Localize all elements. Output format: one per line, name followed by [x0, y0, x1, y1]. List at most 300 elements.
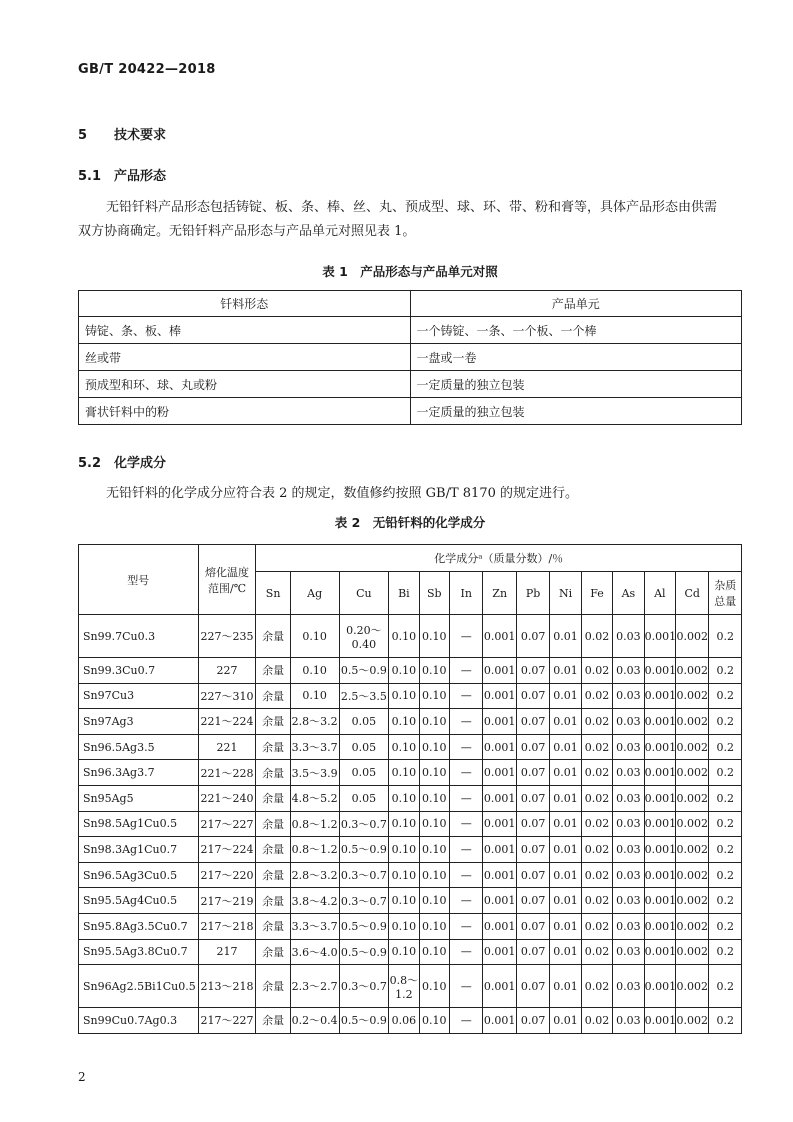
table-1 [78, 290, 742, 425]
table-cell: 0.02 [581, 888, 612, 914]
table-cell: 0.01 [550, 837, 581, 863]
table-cell: 丝或带 [79, 344, 411, 371]
header-line: 总量 [714, 595, 737, 608]
table-cell: 0.01 [550, 658, 581, 684]
table-cell: 0.03 [613, 709, 644, 735]
table-cell: 217～227 [198, 1008, 256, 1034]
section-5-heading [78, 124, 166, 143]
element-header: Cu [339, 572, 389, 615]
section-title: 产品形态 [114, 169, 167, 184]
table-cell: 0.001 [483, 683, 516, 709]
table-cell: 0.01 [550, 939, 581, 965]
standard-code-header: GB/T 20422—2018 [78, 62, 216, 77]
table-header-cell: 钎料形态 [79, 291, 411, 317]
table-cell: 0.002 [676, 811, 709, 837]
table-cell: 221 [198, 734, 256, 760]
table-cell: — [449, 683, 482, 709]
table-cell: 0.001 [644, 658, 675, 684]
table-cell: 0.2 [709, 965, 742, 1008]
table-cell: 0.001 [644, 888, 675, 914]
table-cell: 0.01 [550, 734, 581, 760]
table-row [79, 888, 742, 914]
table-cell: 3.3～3.7 [290, 913, 339, 939]
table-cell: 4.8～5.2 [290, 785, 339, 811]
table-cell: 0.02 [581, 658, 612, 684]
table-cell: 0.10 [389, 615, 419, 658]
table-cell: 0.2 [709, 709, 742, 735]
table-cell: 2.8～3.2 [290, 862, 339, 888]
table-cell: 0.001 [483, 965, 516, 1008]
element-header: Zn [483, 572, 516, 615]
table-cell: 0.2 [709, 615, 742, 658]
table-row [79, 371, 742, 398]
table-cell: 0.10 [419, 785, 449, 811]
table-cell: 0.07 [516, 709, 549, 735]
page-number: 2 [78, 1070, 86, 1084]
table-cell: 0.2 [709, 683, 742, 709]
table-cell: 0.02 [581, 760, 612, 786]
table-cell: 0.001 [644, 683, 675, 709]
table-cell: 2.5～3.5 [339, 683, 389, 709]
table-row [79, 398, 742, 425]
table-row [79, 811, 742, 837]
element-header: Fe [581, 572, 612, 615]
table-cell: 0.02 [581, 939, 612, 965]
table-cell: 0.01 [550, 1008, 581, 1034]
section-5-2-heading [78, 452, 166, 471]
section-title: 化学成分 [114, 456, 167, 471]
table-cell: 0.5～0.9 [339, 939, 389, 965]
table-cell: 0.002 [676, 1008, 709, 1034]
section-number: 5.2 [78, 456, 102, 471]
element-header: Ag [290, 572, 339, 615]
table-cell: 余量 [256, 709, 290, 735]
table-cell: 0.05 [339, 785, 389, 811]
table-cell: 0.3～0.7 [339, 965, 389, 1008]
table-cell: 0.02 [581, 683, 612, 709]
table-cell: 0.10 [419, 709, 449, 735]
table-cell: 0.002 [676, 683, 709, 709]
table-cell: Sn98.3Ag1Cu0.7 [79, 837, 199, 863]
table-cell: 3.8～4.2 [290, 888, 339, 914]
table-cell: 0.01 [550, 862, 581, 888]
table-cell: 0.10 [389, 837, 419, 863]
table-cell: 一定质量的独立包装 [410, 371, 742, 398]
table-cell: Sn99.3Cu0.7 [79, 658, 199, 684]
table-cell: 0.02 [581, 785, 612, 811]
table-cell: — [449, 939, 482, 965]
table-cell: 221～228 [198, 760, 256, 786]
table-cell: Sn98.5Ag1Cu0.5 [79, 811, 199, 837]
table-cell: Sn95.5Ag3.8Cu0.7 [79, 939, 199, 965]
table-cell: 0.02 [581, 709, 612, 735]
table-cell: 0.5～0.9 [339, 837, 389, 863]
header-line: 范围/℃ [207, 581, 246, 595]
table-cell: 0.05 [339, 734, 389, 760]
table-cell: 0.10 [419, 837, 449, 863]
paragraph-line: 无铅钎料产品形态包括铸锭、板、条、棒、丝、丸、预成型、球、环、带、粉和膏等，具体产品形态由供需 [106, 200, 718, 215]
table-cell: 0.001 [483, 709, 516, 735]
table-cell: 0.001 [483, 1008, 516, 1034]
table-row [79, 615, 742, 658]
table-cell: — [449, 888, 482, 914]
table-row [79, 683, 742, 709]
table-cell: 0.03 [613, 965, 644, 1008]
melting-range-header [198, 545, 256, 615]
table-cell: 0.10 [290, 683, 339, 709]
table-cell: 0.002 [676, 837, 709, 863]
table-cell: 0.001 [483, 615, 516, 658]
table-cell: Sn96.5Ag3.5 [79, 734, 199, 760]
table-cell: 0.07 [516, 785, 549, 811]
table-cell: 余量 [256, 862, 290, 888]
table-row [79, 965, 742, 1008]
table-cell: 0.10 [290, 615, 339, 658]
element-header: In [449, 572, 482, 615]
table-cell: 0.10 [419, 615, 449, 658]
table-cell: 0.002 [676, 965, 709, 1008]
table-cell: — [449, 709, 482, 735]
table-cell: 0.2 [709, 658, 742, 684]
table-cell: 0.5～0.9 [339, 913, 389, 939]
table-row [79, 785, 742, 811]
table-cell: 0.001 [483, 913, 516, 939]
table-cell: 0.10 [419, 1008, 449, 1034]
table-cell: 0.002 [676, 658, 709, 684]
table-cell: 0.001 [644, 939, 675, 965]
table-cell: 0.10 [290, 658, 339, 684]
table-cell: 0.2 [709, 811, 742, 837]
table-cell: 0.03 [613, 1008, 644, 1034]
table-cell: 0.10 [419, 939, 449, 965]
table-cell: Sn99Cu0.7Ag0.3 [79, 1008, 199, 1034]
table-cell: 0.2 [709, 913, 742, 939]
table-cell: Sn99.7Cu0.3 [79, 615, 199, 658]
table-cell: 0.3～0.7 [339, 862, 389, 888]
table-row [79, 913, 742, 939]
table-cell: 0.001 [644, 811, 675, 837]
table-cell: 0.01 [550, 913, 581, 939]
table-cell: 0.2 [709, 837, 742, 863]
table-cell: 0.07 [516, 965, 549, 1008]
table-cell: 0.001 [483, 811, 516, 837]
table-row [79, 317, 742, 344]
table-cell: 0.03 [613, 760, 644, 786]
header-line: 杂质 [714, 579, 737, 592]
table-cell: 0.002 [676, 888, 709, 914]
table-cell: — [449, 615, 482, 658]
table-cell: 0.02 [581, 965, 612, 1008]
table-cell: 0.001 [483, 785, 516, 811]
table-cell: 221～224 [198, 709, 256, 735]
table-cell: 0.03 [613, 888, 644, 914]
table-cell: 0.07 [516, 939, 549, 965]
table-cell: 0.001 [483, 862, 516, 888]
table-cell: 一定质量的独立包装 [410, 398, 742, 425]
table-cell: 0.03 [613, 683, 644, 709]
table-cell: 0.10 [389, 939, 419, 965]
table-cell: 0.10 [419, 811, 449, 837]
table-cell: 余量 [256, 965, 290, 1008]
table-cell: 0.03 [613, 615, 644, 658]
table-cell: 0.03 [613, 939, 644, 965]
paragraph-line: 双方协商确定。无铅钎料产品形态与产品单元对照见表 1。 [78, 224, 416, 239]
table-cell: 0.07 [516, 658, 549, 684]
table-cell: 0.10 [419, 683, 449, 709]
table-cell: 3.5～3.9 [290, 760, 339, 786]
table-cell: 0.07 [516, 1008, 549, 1034]
section-5-1-paragraph [78, 196, 746, 244]
table-cell: 2.8～3.2 [290, 709, 339, 735]
table-cell: 0.10 [419, 658, 449, 684]
table-cell: 0.2 [709, 888, 742, 914]
table-cell: 0.001 [483, 939, 516, 965]
table-2 [78, 544, 742, 1034]
table-cell: 0.07 [516, 734, 549, 760]
section-5-1-heading [78, 165, 166, 184]
table-cell: 0.10 [389, 658, 419, 684]
table-cell: 0.07 [516, 888, 549, 914]
table-cell: 0.001 [483, 888, 516, 914]
table-1-caption: 表 1 产品形态与产品单元对照 [322, 264, 498, 279]
header-line: 熔化温度 [205, 565, 249, 579]
element-header: Cd [676, 572, 709, 615]
table-cell: 0.5～0.9 [339, 658, 389, 684]
table-cell: 0.03 [613, 837, 644, 863]
table-cell: 217 [198, 939, 256, 965]
table-cell: — [449, 785, 482, 811]
table-cell: 217～227 [198, 811, 256, 837]
section-number: 5 [78, 128, 88, 143]
table-cell: 余量 [256, 785, 290, 811]
impurity-total-header [709, 572, 742, 615]
table-cell: 0.10 [419, 913, 449, 939]
table-cell: 0.02 [581, 862, 612, 888]
table-cell: 0.002 [676, 760, 709, 786]
table-cell: 0.10 [389, 760, 419, 786]
table-cell: 227～310 [198, 683, 256, 709]
table-cell: 217～218 [198, 913, 256, 939]
table-cell: — [449, 837, 482, 863]
table-cell: 0.10 [419, 965, 449, 1008]
table-cell: 0.002 [676, 785, 709, 811]
element-header: Al [644, 572, 675, 615]
table-row [79, 862, 742, 888]
table-cell: 预成型和环、球、丸或粉 [79, 371, 411, 398]
table-cell: 0.03 [613, 658, 644, 684]
table-cell: 0.03 [613, 734, 644, 760]
table-cell: 0.8～1.2 [290, 811, 339, 837]
table-cell: — [449, 1008, 482, 1034]
table-cell: 0.001 [483, 760, 516, 786]
table-cell: 0.001 [483, 837, 516, 863]
table-cell: 0.01 [550, 785, 581, 811]
table-cell: Sn95.8Ag3.5Cu0.7 [79, 913, 199, 939]
table-cell: 余量 [256, 658, 290, 684]
table-cell: 0.10 [389, 709, 419, 735]
table-cell: 0.001 [644, 709, 675, 735]
table-row [79, 939, 742, 965]
table-cell: 0.02 [581, 913, 612, 939]
table-row [79, 837, 742, 863]
table-cell: 0.002 [676, 939, 709, 965]
table-cell: 0.07 [516, 862, 549, 888]
table-cell: 0.8～1.2 [389, 965, 419, 1008]
table-cell: — [449, 658, 482, 684]
element-header: As [613, 572, 644, 615]
table-cell: 0.03 [613, 862, 644, 888]
section-title: 技术要求 [114, 128, 167, 143]
table-cell: 铸锭、条、板、棒 [79, 317, 411, 344]
chemical-composition-header: 化学成分ᵃ（质量分数）/％ [256, 545, 742, 572]
table-cell: 213～218 [198, 965, 256, 1008]
model-header: 型号 [79, 545, 199, 615]
table-cell: 余量 [256, 913, 290, 939]
table-cell: 0.001 [644, 1008, 675, 1034]
table-row [79, 734, 742, 760]
table-row [79, 709, 742, 735]
table-cell: 余量 [256, 811, 290, 837]
table-cell: 余量 [256, 734, 290, 760]
table-cell: Sn96Ag2.5Bi1Cu0.5 [79, 965, 199, 1008]
table-cell: 0.002 [676, 615, 709, 658]
table-cell: 0.03 [613, 913, 644, 939]
table-cell: 一盘或一卷 [410, 344, 742, 371]
table-cell: 0.002 [676, 862, 709, 888]
table-header-cell: 产品单元 [410, 291, 742, 317]
table-cell: 余量 [256, 1008, 290, 1034]
table-cell: 0.10 [419, 888, 449, 914]
table-cell: 0.001 [644, 837, 675, 863]
table-cell: 0.06 [389, 1008, 419, 1034]
table-cell: 2.3～2.7 [290, 965, 339, 1008]
table-cell: 0.03 [613, 811, 644, 837]
table-cell: 0.01 [550, 760, 581, 786]
table-cell: 0.01 [550, 811, 581, 837]
table-cell: 3.6～4.0 [290, 939, 339, 965]
table-cell: 0.5～0.9 [339, 1008, 389, 1034]
table-cell: 0.02 [581, 811, 612, 837]
table-cell: Sn97Cu3 [79, 683, 199, 709]
table-cell: 余量 [256, 760, 290, 786]
table-cell: 0.10 [419, 734, 449, 760]
table-cell: 0.001 [644, 734, 675, 760]
table-cell: 0.03 [613, 785, 644, 811]
table-cell: 0.3～0.7 [339, 811, 389, 837]
table-cell: 0.07 [516, 811, 549, 837]
table-cell: 0.01 [550, 709, 581, 735]
table-cell: 0.07 [516, 913, 549, 939]
table-cell: 0.001 [483, 658, 516, 684]
table-cell: 0.10 [389, 734, 419, 760]
table-cell: 0.07 [516, 615, 549, 658]
table-row [79, 1008, 742, 1034]
table-cell: 0.10 [389, 888, 419, 914]
table-cell: 0.2 [709, 760, 742, 786]
table-row [79, 344, 742, 371]
table-cell: 0.10 [389, 785, 419, 811]
table-cell: 0.002 [676, 734, 709, 760]
table-cell: 217～224 [198, 837, 256, 863]
table-cell: 0.02 [581, 1008, 612, 1034]
table-cell: Sn95.5Ag4Cu0.5 [79, 888, 199, 914]
table-cell: 0.01 [550, 965, 581, 1008]
table-cell: 0.002 [676, 913, 709, 939]
table-cell: 0.10 [419, 862, 449, 888]
table-cell: 一个铸锭、一条、一个板、一个棒 [410, 317, 742, 344]
table-cell: — [449, 913, 482, 939]
table-cell: 0.001 [644, 913, 675, 939]
element-header: Ni [550, 572, 581, 615]
table-cell: 0.001 [644, 965, 675, 1008]
table-cell: 0.2 [709, 734, 742, 760]
table-cell: 227 [198, 658, 256, 684]
section-5-2-paragraph: 无铅钎料的化学成分应符合表 2 的规定，数值修约按照 GB/T 8170 的规定进行。 [106, 486, 579, 501]
table-cell: 0.001 [644, 862, 675, 888]
table-cell: 0.07 [516, 683, 549, 709]
table-cell: — [449, 760, 482, 786]
table-cell: 0.002 [676, 709, 709, 735]
element-header: Bi [389, 572, 419, 615]
table-cell: 0.07 [516, 837, 549, 863]
table-cell: 217～219 [198, 888, 256, 914]
table-cell: 膏状钎料中的粉 [79, 398, 411, 425]
table-cell: 0.02 [581, 837, 612, 863]
section-number: 5.1 [78, 169, 102, 184]
table-cell: 余量 [256, 615, 290, 658]
table-cell: 0.2 [709, 785, 742, 811]
table-cell: 0.2 [709, 862, 742, 888]
table-cell: 0.07 [516, 760, 549, 786]
table-cell: Sn96.5Ag3Cu0.5 [79, 862, 199, 888]
table-cell: 0.10 [389, 811, 419, 837]
table-cell: 0.2 [709, 939, 742, 965]
table-cell: 0.01 [550, 888, 581, 914]
table-cell: 0.10 [389, 913, 419, 939]
table-2-caption: 表 2 无铅钎料的化学成分 [334, 515, 486, 530]
table-cell: 0.3～0.7 [339, 888, 389, 914]
table-cell: — [449, 734, 482, 760]
table-cell: 0.20～0.40 [339, 615, 389, 658]
element-header: Sb [419, 572, 449, 615]
table-cell: — [449, 965, 482, 1008]
table-cell: 0.001 [644, 615, 675, 658]
table-cell: 221～240 [198, 785, 256, 811]
table-cell: 0.10 [389, 862, 419, 888]
table-cell: 217～220 [198, 862, 256, 888]
table-cell: 0.001 [644, 785, 675, 811]
table-cell: 0.001 [644, 760, 675, 786]
table-cell: 0.01 [550, 683, 581, 709]
table-cell: Sn95Ag5 [79, 785, 199, 811]
table-cell: 余量 [256, 683, 290, 709]
table-cell: 0.02 [581, 734, 612, 760]
table-cell: 余量 [256, 888, 290, 914]
table-cell: 3.3～3.7 [290, 734, 339, 760]
table-cell: 0.05 [339, 709, 389, 735]
table-cell: 0.8～1.2 [290, 837, 339, 863]
table-cell: 0.05 [339, 760, 389, 786]
table-row [79, 760, 742, 786]
table-cell: 0.02 [581, 615, 612, 658]
element-header: Pb [516, 572, 549, 615]
table-cell: — [449, 811, 482, 837]
table-cell: Sn97Ag3 [79, 709, 199, 735]
table-cell: 0.2 [709, 1008, 742, 1034]
table-cell: 0.2～0.4 [290, 1008, 339, 1034]
element-header: Sn [256, 572, 290, 615]
table-cell: 0.01 [550, 615, 581, 658]
